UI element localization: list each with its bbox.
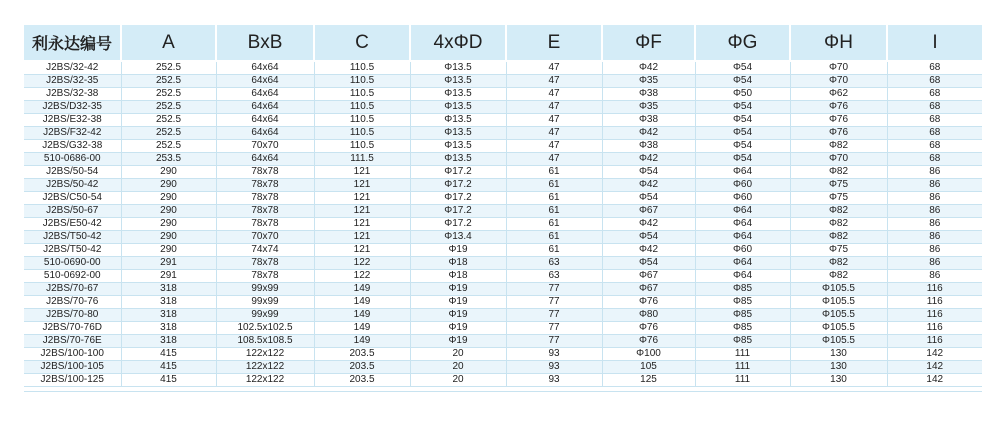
a-cell: 291	[121, 270, 216, 283]
f-cell: 125	[602, 374, 695, 387]
f-cell: Φ54	[602, 166, 695, 179]
e-cell: 61	[506, 192, 602, 205]
g-cell: Φ54	[695, 140, 790, 153]
f-cell: Φ42	[602, 127, 695, 140]
c-cell: 149	[314, 335, 410, 348]
f-cell: Φ35	[602, 101, 695, 114]
table-bottom-divider	[24, 391, 982, 392]
i-cell: 116	[887, 322, 982, 335]
e-cell: 93	[506, 374, 602, 387]
table-row	[24, 192, 982, 205]
e-cell: 47	[506, 153, 602, 166]
4xd-cell: Φ13.5	[410, 101, 506, 114]
c-cell: 110.5	[314, 61, 410, 75]
bxb-cell: 122x122	[216, 374, 314, 387]
g-cell: Φ54	[695, 75, 790, 88]
bxb-cell: 108.5x108.5	[216, 335, 314, 348]
f-cell: Φ42	[602, 153, 695, 166]
i-cell: 86	[887, 166, 982, 179]
bxb-cell: 78x78	[216, 205, 314, 218]
a-cell: 415	[121, 374, 216, 387]
g-cell: Φ85	[695, 322, 790, 335]
e-cell: 47	[506, 140, 602, 153]
h-cell: Φ82	[790, 257, 887, 270]
header-g: ΦG	[695, 25, 790, 61]
part-number-cell: J2BS/70-76	[24, 296, 121, 309]
e-cell: 47	[506, 114, 602, 127]
bxb-cell: 64x64	[216, 101, 314, 114]
part-number-cell: J2BS/70-67	[24, 283, 121, 296]
e-cell: 77	[506, 322, 602, 335]
e-cell: 93	[506, 361, 602, 374]
c-cell: 149	[314, 283, 410, 296]
c-cell: 121	[314, 244, 410, 257]
i-cell: 86	[887, 270, 982, 283]
c-cell: 110.5	[314, 75, 410, 88]
i-cell: 68	[887, 114, 982, 127]
c-cell: 122	[314, 257, 410, 270]
part-number-cell: J2BS/70-80	[24, 309, 121, 322]
g-cell: Φ85	[695, 309, 790, 322]
h-cell: Φ70	[790, 75, 887, 88]
a-cell: 290	[121, 218, 216, 231]
table-row	[24, 205, 982, 218]
table-row	[24, 166, 982, 179]
c-cell: 121	[314, 205, 410, 218]
g-cell: Φ64	[695, 270, 790, 283]
i-cell: 86	[887, 231, 982, 244]
part-number-cell: J2BS/T50-42	[24, 231, 121, 244]
table-row	[24, 322, 982, 335]
g-cell: Φ64	[695, 166, 790, 179]
4xd-cell: Φ13.5	[410, 114, 506, 127]
a-cell: 253.5	[121, 153, 216, 166]
bxb-cell: 122x122	[216, 348, 314, 361]
i-cell: 86	[887, 244, 982, 257]
bxb-cell: 78x78	[216, 270, 314, 283]
4xd-cell: Φ13.5	[410, 88, 506, 101]
4xd-cell: Φ13.5	[410, 75, 506, 88]
f-cell: Φ67	[602, 205, 695, 218]
c-cell: 149	[314, 309, 410, 322]
g-cell: Φ54	[695, 101, 790, 114]
i-cell: 116	[887, 296, 982, 309]
f-cell: Φ76	[602, 322, 695, 335]
h-cell: Φ70	[790, 153, 887, 166]
e-cell: 47	[506, 101, 602, 114]
part-number-cell: J2BS/C50-54	[24, 192, 121, 205]
g-cell: Φ60	[695, 192, 790, 205]
c-cell: 121	[314, 231, 410, 244]
f-cell: Φ67	[602, 283, 695, 296]
4xd-cell: Φ18	[410, 257, 506, 270]
part-number-cell: J2BS/32-35	[24, 75, 121, 88]
h-cell: Φ70	[790, 61, 887, 75]
g-cell: 111	[695, 374, 790, 387]
4xd-cell: Φ18	[410, 270, 506, 283]
part-number-cell: J2BS/D32-35	[24, 101, 121, 114]
table-row	[24, 153, 982, 166]
f-cell: Φ35	[602, 75, 695, 88]
f-cell: Φ76	[602, 296, 695, 309]
f-cell: Φ42	[602, 244, 695, 257]
bxb-cell: 78x78	[216, 218, 314, 231]
h-cell: Φ105.5	[790, 322, 887, 335]
table-row	[24, 75, 982, 88]
g-cell: Φ64	[695, 257, 790, 270]
table-row	[24, 127, 982, 140]
h-cell: Φ82	[790, 205, 887, 218]
g-cell: Φ60	[695, 244, 790, 257]
g-cell: Φ85	[695, 335, 790, 348]
i-cell: 116	[887, 335, 982, 348]
4xd-cell: Φ19	[410, 335, 506, 348]
bxb-cell: 64x64	[216, 75, 314, 88]
e-cell: 61	[506, 244, 602, 257]
header-i: I	[887, 25, 982, 61]
4xd-cell: Φ19	[410, 309, 506, 322]
a-cell: 290	[121, 179, 216, 192]
table-row	[24, 296, 982, 309]
i-cell: 86	[887, 192, 982, 205]
c-cell: 110.5	[314, 101, 410, 114]
bxb-cell: 122x122	[216, 361, 314, 374]
spec-table	[24, 25, 982, 387]
g-cell: 111	[695, 348, 790, 361]
bxb-cell: 64x64	[216, 114, 314, 127]
g-cell: 111	[695, 361, 790, 374]
4xd-cell: Φ17.2	[410, 205, 506, 218]
part-number-cell: J2BS/E50-42	[24, 218, 121, 231]
e-cell: 61	[506, 205, 602, 218]
4xd-cell: Φ17.2	[410, 179, 506, 192]
e-cell: 47	[506, 127, 602, 140]
table-row	[24, 270, 982, 283]
c-cell: 122	[314, 270, 410, 283]
c-cell: 110.5	[314, 88, 410, 101]
g-cell: Φ64	[695, 205, 790, 218]
c-cell: 149	[314, 296, 410, 309]
header-4xd: 4xΦD	[410, 25, 506, 61]
f-cell: Φ38	[602, 88, 695, 101]
g-cell: Φ54	[695, 61, 790, 75]
4xd-cell: Φ17.2	[410, 218, 506, 231]
table-row	[24, 88, 982, 101]
f-cell: Φ67	[602, 270, 695, 283]
g-cell: Φ64	[695, 218, 790, 231]
bxb-cell: 70x70	[216, 231, 314, 244]
4xd-cell: 20	[410, 374, 506, 387]
h-cell: Φ105.5	[790, 296, 887, 309]
header-row	[24, 25, 982, 61]
c-cell: 121	[314, 192, 410, 205]
h-cell: Φ82	[790, 270, 887, 283]
f-cell: Φ54	[602, 192, 695, 205]
c-cell: 121	[314, 166, 410, 179]
i-cell: 68	[887, 140, 982, 153]
4xd-cell: Φ19	[410, 322, 506, 335]
bxb-cell: 64x64	[216, 88, 314, 101]
g-cell: Φ54	[695, 153, 790, 166]
f-cell: Φ42	[602, 179, 695, 192]
table-row	[24, 283, 982, 296]
i-cell: 116	[887, 283, 982, 296]
4xd-cell: 20	[410, 348, 506, 361]
g-cell: Φ64	[695, 231, 790, 244]
header-part-number: 利永达编号	[24, 25, 121, 61]
part-number-cell: J2BS/50-42	[24, 179, 121, 192]
table-row	[24, 140, 982, 153]
bxb-cell: 64x64	[216, 127, 314, 140]
a-cell: 415	[121, 361, 216, 374]
i-cell: 68	[887, 153, 982, 166]
a-cell: 290	[121, 205, 216, 218]
h-cell: Φ62	[790, 88, 887, 101]
e-cell: 63	[506, 270, 602, 283]
part-number-cell: J2BS/70-76E	[24, 335, 121, 348]
table-row	[24, 231, 982, 244]
e-cell: 47	[506, 61, 602, 75]
4xd-cell: Φ17.2	[410, 166, 506, 179]
part-number-cell: J2BS/100-125	[24, 374, 121, 387]
table-body	[24, 61, 982, 387]
i-cell: 116	[887, 309, 982, 322]
table-header	[24, 25, 982, 61]
g-cell: Φ60	[695, 179, 790, 192]
bxb-cell: 78x78	[216, 192, 314, 205]
a-cell: 318	[121, 335, 216, 348]
e-cell: 61	[506, 218, 602, 231]
table-row	[24, 374, 982, 387]
c-cell: 121	[314, 218, 410, 231]
e-cell: 77	[506, 296, 602, 309]
h-cell: 130	[790, 374, 887, 387]
part-number-cell: J2BS/T50-42	[24, 244, 121, 257]
a-cell: 252.5	[121, 61, 216, 75]
a-cell: 252.5	[121, 88, 216, 101]
4xd-cell: Φ13.4	[410, 231, 506, 244]
part-number-cell: J2BS/50-54	[24, 166, 121, 179]
f-cell: 105	[602, 361, 695, 374]
c-cell: 149	[314, 322, 410, 335]
a-cell: 290	[121, 192, 216, 205]
e-cell: 93	[506, 348, 602, 361]
part-number-cell: 510-0686-00	[24, 153, 121, 166]
e-cell: 77	[506, 309, 602, 322]
e-cell: 47	[506, 88, 602, 101]
table-row	[24, 348, 982, 361]
c-cell: 203.5	[314, 374, 410, 387]
h-cell: Φ75	[790, 192, 887, 205]
a-cell: 252.5	[121, 140, 216, 153]
i-cell: 142	[887, 348, 982, 361]
h-cell: Φ82	[790, 166, 887, 179]
part-number-cell: J2BS/100-100	[24, 348, 121, 361]
table-row	[24, 361, 982, 374]
spec-table-container	[24, 25, 982, 387]
c-cell: 110.5	[314, 114, 410, 127]
i-cell: 142	[887, 361, 982, 374]
f-cell: Φ42	[602, 61, 695, 75]
h-cell: Φ82	[790, 218, 887, 231]
g-cell: Φ85	[695, 283, 790, 296]
i-cell: 86	[887, 205, 982, 218]
h-cell: Φ76	[790, 101, 887, 114]
part-number-cell: J2BS/100-105	[24, 361, 121, 374]
h-cell: Φ82	[790, 231, 887, 244]
part-number-cell: J2BS/F32-42	[24, 127, 121, 140]
table-row	[24, 335, 982, 348]
i-cell: 68	[887, 88, 982, 101]
a-cell: 415	[121, 348, 216, 361]
c-cell: 121	[314, 179, 410, 192]
g-cell: Φ54	[695, 114, 790, 127]
i-cell: 86	[887, 257, 982, 270]
f-cell: Φ38	[602, 114, 695, 127]
g-cell: Φ54	[695, 127, 790, 140]
h-cell: Φ75	[790, 244, 887, 257]
header-a: A	[121, 25, 216, 61]
bxb-cell: 102.5x102.5	[216, 322, 314, 335]
a-cell: 290	[121, 244, 216, 257]
4xd-cell: Φ13.5	[410, 61, 506, 75]
f-cell: Φ54	[602, 257, 695, 270]
a-cell: 252.5	[121, 75, 216, 88]
header-e: E	[506, 25, 602, 61]
table-row	[24, 101, 982, 114]
bxb-cell: 99x99	[216, 309, 314, 322]
a-cell: 291	[121, 257, 216, 270]
h-cell: Φ82	[790, 140, 887, 153]
e-cell: 47	[506, 75, 602, 88]
table-row	[24, 61, 982, 75]
i-cell: 68	[887, 101, 982, 114]
f-cell: Φ100	[602, 348, 695, 361]
header-h: ΦH	[790, 25, 887, 61]
f-cell: Φ76	[602, 335, 695, 348]
h-cell: Φ105.5	[790, 309, 887, 322]
header-bxb: BxB	[216, 25, 314, 61]
i-cell: 68	[887, 61, 982, 75]
f-cell: Φ42	[602, 218, 695, 231]
f-cell: Φ38	[602, 140, 695, 153]
e-cell: 61	[506, 231, 602, 244]
4xd-cell: Φ19	[410, 296, 506, 309]
part-number-cell: J2BS/E32-38	[24, 114, 121, 127]
part-number-cell: J2BS/G32-38	[24, 140, 121, 153]
h-cell: Φ76	[790, 127, 887, 140]
a-cell: 318	[121, 283, 216, 296]
bxb-cell: 99x99	[216, 283, 314, 296]
g-cell: Φ85	[695, 296, 790, 309]
i-cell: 68	[887, 127, 982, 140]
part-number-cell: J2BS/32-42	[24, 61, 121, 75]
e-cell: 77	[506, 335, 602, 348]
header-f: ΦF	[602, 25, 695, 61]
f-cell: Φ80	[602, 309, 695, 322]
h-cell: Φ105.5	[790, 283, 887, 296]
4xd-cell: Φ13.5	[410, 140, 506, 153]
i-cell: 86	[887, 218, 982, 231]
part-number-cell: J2BS/32-38	[24, 88, 121, 101]
4xd-cell: Φ19	[410, 244, 506, 257]
part-number-cell: 510-0690-00	[24, 257, 121, 270]
4xd-cell: Φ19	[410, 283, 506, 296]
a-cell: 252.5	[121, 127, 216, 140]
a-cell: 252.5	[121, 114, 216, 127]
a-cell: 318	[121, 309, 216, 322]
4xd-cell: Φ17.2	[410, 192, 506, 205]
c-cell: 111.5	[314, 153, 410, 166]
a-cell: 290	[121, 231, 216, 244]
a-cell: 252.5	[121, 101, 216, 114]
4xd-cell: 20	[410, 361, 506, 374]
table-row	[24, 179, 982, 192]
bxb-cell: 74x74	[216, 244, 314, 257]
h-cell: Φ75	[790, 179, 887, 192]
g-cell: Φ50	[695, 88, 790, 101]
bxb-cell: 64x64	[216, 153, 314, 166]
h-cell: 130	[790, 348, 887, 361]
e-cell: 61	[506, 166, 602, 179]
i-cell: 142	[887, 374, 982, 387]
part-number-cell: J2BS/70-76D	[24, 322, 121, 335]
header-c: C	[314, 25, 410, 61]
table-row	[24, 114, 982, 127]
h-cell: Φ105.5	[790, 335, 887, 348]
bxb-cell: 70x70	[216, 140, 314, 153]
bxb-cell: 64x64	[216, 61, 314, 75]
table-row	[24, 257, 982, 270]
bxb-cell: 78x78	[216, 166, 314, 179]
bxb-cell: 78x78	[216, 257, 314, 270]
h-cell: Φ76	[790, 114, 887, 127]
a-cell: 290	[121, 166, 216, 179]
c-cell: 203.5	[314, 348, 410, 361]
table-row	[24, 244, 982, 257]
table-row	[24, 218, 982, 231]
4xd-cell: Φ13.5	[410, 127, 506, 140]
table-row	[24, 309, 982, 322]
c-cell: 203.5	[314, 361, 410, 374]
4xd-cell: Φ13.5	[410, 153, 506, 166]
part-number-cell: 510-0692-00	[24, 270, 121, 283]
c-cell: 110.5	[314, 127, 410, 140]
a-cell: 318	[121, 322, 216, 335]
part-number-cell: J2BS/50-67	[24, 205, 121, 218]
i-cell: 68	[887, 75, 982, 88]
i-cell: 86	[887, 179, 982, 192]
bxb-cell: 99x99	[216, 296, 314, 309]
e-cell: 61	[506, 179, 602, 192]
f-cell: Φ54	[602, 231, 695, 244]
e-cell: 77	[506, 283, 602, 296]
e-cell: 63	[506, 257, 602, 270]
a-cell: 318	[121, 296, 216, 309]
c-cell: 110.5	[314, 140, 410, 153]
h-cell: 130	[790, 361, 887, 374]
bxb-cell: 78x78	[216, 179, 314, 192]
